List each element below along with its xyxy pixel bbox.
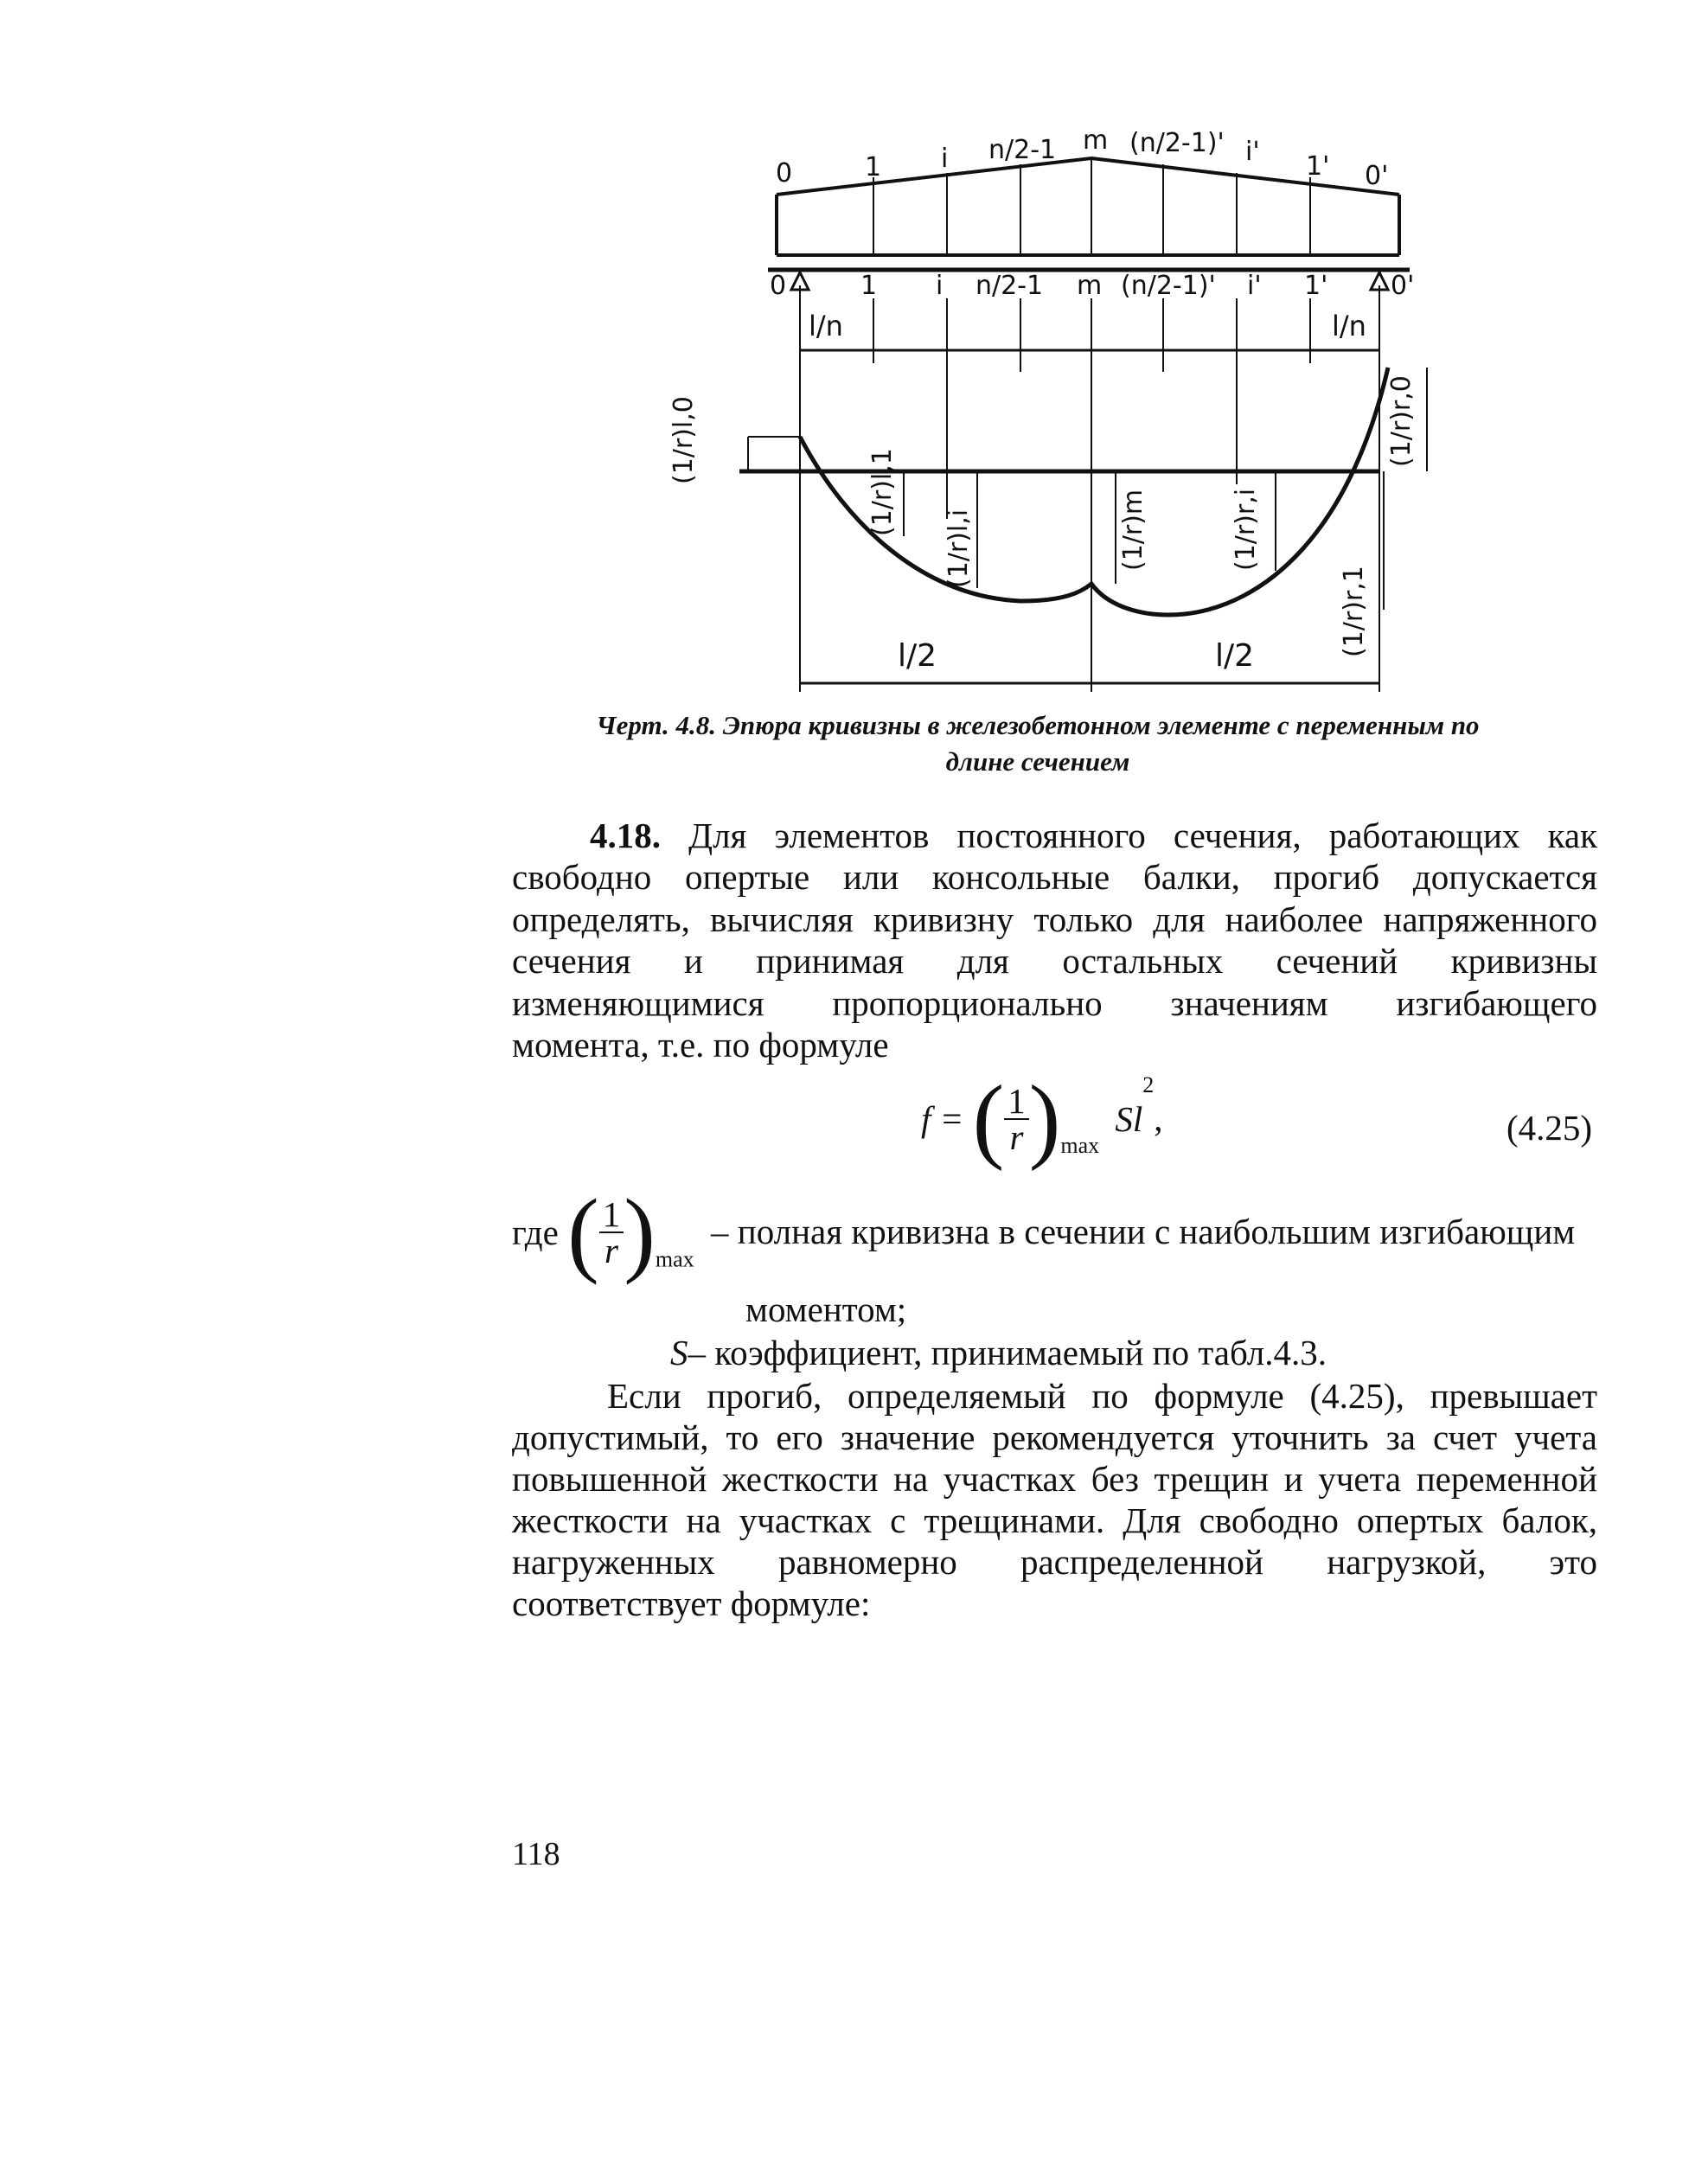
svg-text:(n/2-1)': (n/2-1)' xyxy=(1129,128,1225,158)
svg-text:(1/r)r,0: (1/r)r,0 xyxy=(1386,375,1417,467)
formula-number: (4.25) xyxy=(1506,1108,1593,1148)
svg-text:(n/2-1)': (n/2-1)' xyxy=(1121,271,1216,301)
section-number: 4.18. xyxy=(590,816,661,855)
svg-text:i': i' xyxy=(1247,271,1262,301)
formula-fraction: $\frac{1}{r}$ xyxy=(1004,1084,1029,1155)
caption-line-2: длине сечением xyxy=(945,746,1130,777)
paragraph-2-line-1: Если прогиб, определяемый по формуле (4.25), превышает xyxy=(607,1376,1597,1416)
svg-text:i': i' xyxy=(1245,137,1260,167)
paragraph-2-line-2: допустимый, то его значение рекомендуется уточнить за счет учета xyxy=(512,1417,1597,1457)
section-418-line-5: изменяющимися пропорционально значениям изгибающего xyxy=(512,983,1597,1023)
svg-text:1: 1 xyxy=(865,152,882,182)
svg-text:1': 1' xyxy=(1306,151,1330,182)
svg-text:1: 1 xyxy=(860,271,878,301)
figure-caption xyxy=(484,707,1591,780)
svg-text:0: 0 xyxy=(776,158,793,189)
svg-text:n/2-1: n/2-1 xyxy=(988,135,1057,165)
svg-text:(1/r)l,0: (1/r)l,0 xyxy=(668,396,699,484)
caption-line-1: Черт. 4.8. Эпюра кривизны в железобетонном элементе с переменным по xyxy=(596,710,1480,740)
paragraph-2-line-4: жесткости на участках с трещинами. Для свободно опертых балок, xyxy=(512,1500,1597,1540)
svg-text:0': 0' xyxy=(1365,161,1389,191)
half-label-left: l/2 xyxy=(898,638,937,674)
svg-text:(1/r)l,1: (1/r)l,1 xyxy=(867,448,898,536)
section-lines xyxy=(873,158,1310,255)
section-418-line-6: момента, т.е. по формуле xyxy=(512,1025,889,1065)
half-label-right: l/2 xyxy=(1215,638,1255,674)
where-text-1: – полная кривизна в сечении с наибольшим изгибающим xyxy=(711,1212,1576,1251)
section-418-line-3: определять, вычисляя кривизну только для наиболее напряженного xyxy=(512,899,1597,939)
svg-text:m: m xyxy=(1083,125,1109,156)
curvature-labels xyxy=(668,375,1417,657)
span-label-right: l/n xyxy=(1332,310,1366,342)
paragraph-2-line-5: нагруженных равномерно распределенной нагрузкой, это xyxy=(512,1542,1597,1582)
paragraph-2-line-3: повышенной жесткости на участках без трещин и учета переменной xyxy=(512,1459,1597,1499)
page-number: 118 xyxy=(512,1836,560,1872)
where-text-2: моментом; xyxy=(745,1289,907,1329)
where-symbol: где ( $\frac{1}{r}$ )$_{max}$ xyxy=(512,1180,694,1285)
svg-text:(1/r)m: (1/r)m xyxy=(1118,489,1148,571)
svg-text:(1/r)r,1: (1/r)r,1 xyxy=(1339,566,1369,657)
svg-text:0': 0' xyxy=(1391,271,1415,301)
section-418-line-4: сечения и принимая для остальных сечений кривизны xyxy=(512,941,1597,981)
svg-text:(1/r)l,i: (1/r)l,i xyxy=(944,509,974,588)
svg-text:i: i xyxy=(936,271,944,301)
span-label-left: l/n xyxy=(809,310,843,342)
section-418-line-2: свободно опертые или консольные балки, прогиб допускается xyxy=(512,857,1597,897)
paragraph-2-line-6: соответствует формуле: xyxy=(512,1583,871,1623)
axis-labels xyxy=(770,271,1414,301)
svg-text:n/2-1: n/2-1 xyxy=(976,271,1044,301)
formula-4-25: f = ( $\frac{1}{r}$ )$_{max}$ Sl$^2$, xyxy=(921,1065,1163,1172)
curvature-diagram xyxy=(0,0,1708,709)
formula-lhs: f = xyxy=(921,1098,964,1139)
svg-text:0: 0 xyxy=(770,271,787,301)
svg-text:1': 1' xyxy=(1304,271,1328,301)
svg-text:(1/r)r,i: (1/r)r,i xyxy=(1231,488,1261,571)
svg-text:i: i xyxy=(941,144,949,174)
svg-text:m: m xyxy=(1077,271,1103,301)
s-definition: S– коэффициент, принимаемый по табл.4.3. xyxy=(670,1333,1327,1372)
left-end-marker xyxy=(748,437,800,471)
section-418-line-1: 4.18. Для элементов постоянного сечения, работающих как xyxy=(590,816,1597,855)
